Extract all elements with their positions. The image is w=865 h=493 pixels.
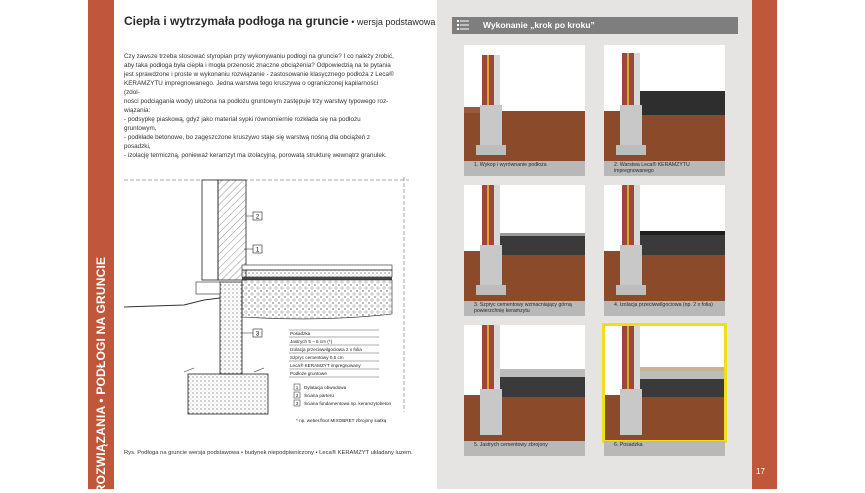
title-subtitle: • wersja podstawowa <box>348 17 436 27</box>
legend-text: Ściana fundamentowa np. keramzytobeton <box>304 401 392 406</box>
layer-label: Podłoże gruntowe <box>290 371 327 376</box>
marker-3-label: 3 <box>255 331 260 338</box>
intro-text <box>124 52 394 160</box>
section-drawing <box>124 172 424 434</box>
page-title <box>124 14 435 28</box>
legend-num: 2 <box>295 393 299 398</box>
intro-line: jest sprawdzone i proste w wykonaniu rozwiązanie - zastosowanie klasycznego podłoża z Leca® <box>124 71 394 78</box>
step-caption-1: 1. Wykop i wyrównanie podłoża <box>464 161 585 176</box>
intro-line: - podkłade betonowe, bo zagęszczone kruszywo staje się warstwą nośną dla obciążeń z posadzki, <box>124 134 371 150</box>
step-image-6 <box>604 325 725 441</box>
layer-label: Leca® KERAMZYT impregnowany <box>290 363 361 368</box>
step-card-5 <box>464 325 585 456</box>
step-caption-4: 4. Izolacja przeciwwilgociowa (np. 2 x folia) <box>604 301 725 316</box>
legend-text: Dylatacja obwodowa <box>304 385 347 390</box>
step-caption-2: 2. Warstwa Leca® KERAMZYTU impregnowanego <box>604 161 725 176</box>
wall-outer-layer <box>202 180 218 280</box>
page-number: 17 <box>756 467 765 476</box>
step-caption-3: 3. Szpryc cementowy wzmacniający górną powierzchnię keramzytu <box>464 301 585 316</box>
keramzyt-layer <box>242 280 392 319</box>
step-image-3 <box>464 185 585 301</box>
step-image-1 <box>464 45 585 161</box>
step-card-6 <box>604 325 725 456</box>
intro-line: - izolację termiczną, ponieważ keramzyt ma izolacyjną, porowatą strukturę wewnątrz granulek. <box>124 152 387 159</box>
legend-text: Ściana parteru <box>304 393 334 398</box>
layer-label: Jastrych 5 – 6 cm (*) <box>290 339 333 344</box>
step-image-2 <box>604 45 725 161</box>
intro-line: - podsypkę piaskową, gdyż jako materiał sypki równomiernie rozkłada się na podłożu gruntowym, <box>124 116 361 132</box>
layer-label: Posadzka <box>290 331 311 336</box>
marker-1-label: 1 <box>255 247 260 254</box>
figure-caption: Rys. Podłoga na gruncie wersja podstawowa • budynek niepodpiwniczony • Leca® KERAMZYT układany luzem. <box>124 450 413 456</box>
layer-label: Szpryc cementowy 0,5 cm <box>290 355 344 360</box>
legend-num: 3 <box>295 401 299 406</box>
footing <box>188 374 268 414</box>
step-image-4 <box>604 185 725 301</box>
list-icon <box>457 19 469 31</box>
step-caption-5: 5. Jastrych cementowy zbrojony <box>464 441 585 456</box>
intro-line: Czy zawsze trzeba stosować styropian przy wykonywaniu podłogi na gruncie? I co należy zrobić, <box>124 53 394 60</box>
intro-line: KERAMZYTU impregnowanego. Jedna warstwa tego kruszywa o ograniczonej kapilarności (zdol- <box>124 80 379 96</box>
layer-label: Izolacja przeciwwilgociowa 2 x folia <box>290 347 362 352</box>
intro-line: aby taka podłoga była ciepła i mogła przenosić znaczne obciążenia? Odpowiedzią na te pytania <box>124 62 391 69</box>
sidebar-label: ROZWIĄZANIA • PODŁOGI NA GRUNCIE <box>94 256 108 493</box>
step-card-4 <box>604 185 725 316</box>
step-card-1 <box>464 45 585 176</box>
steps-title: Wykonanie „krok po kroku” <box>483 20 595 30</box>
drawing-note: * np. weber.floor MIXOBRET zbrojony siatką <box>296 418 387 423</box>
intro-line: wiązania: <box>124 107 151 114</box>
foundation-wall <box>220 282 242 374</box>
step-card-2 <box>604 45 725 176</box>
section-drawing-svg <box>124 172 424 434</box>
right-band <box>752 0 777 489</box>
step-card-3 <box>464 185 585 316</box>
step-caption-6: 6. Posadzka <box>604 441 725 456</box>
step-image-5 <box>464 325 585 441</box>
intro-line: ności podciągania wody) ułożona na podłożu gruntowym zastępuje trzy warstwy typowego roz- <box>124 98 389 105</box>
legend-num: 1 <box>295 385 299 390</box>
marker-2-label: 2 <box>255 214 260 221</box>
title-text: Ciepła i wytrzymała podłoga na gruncie <box>124 14 349 28</box>
